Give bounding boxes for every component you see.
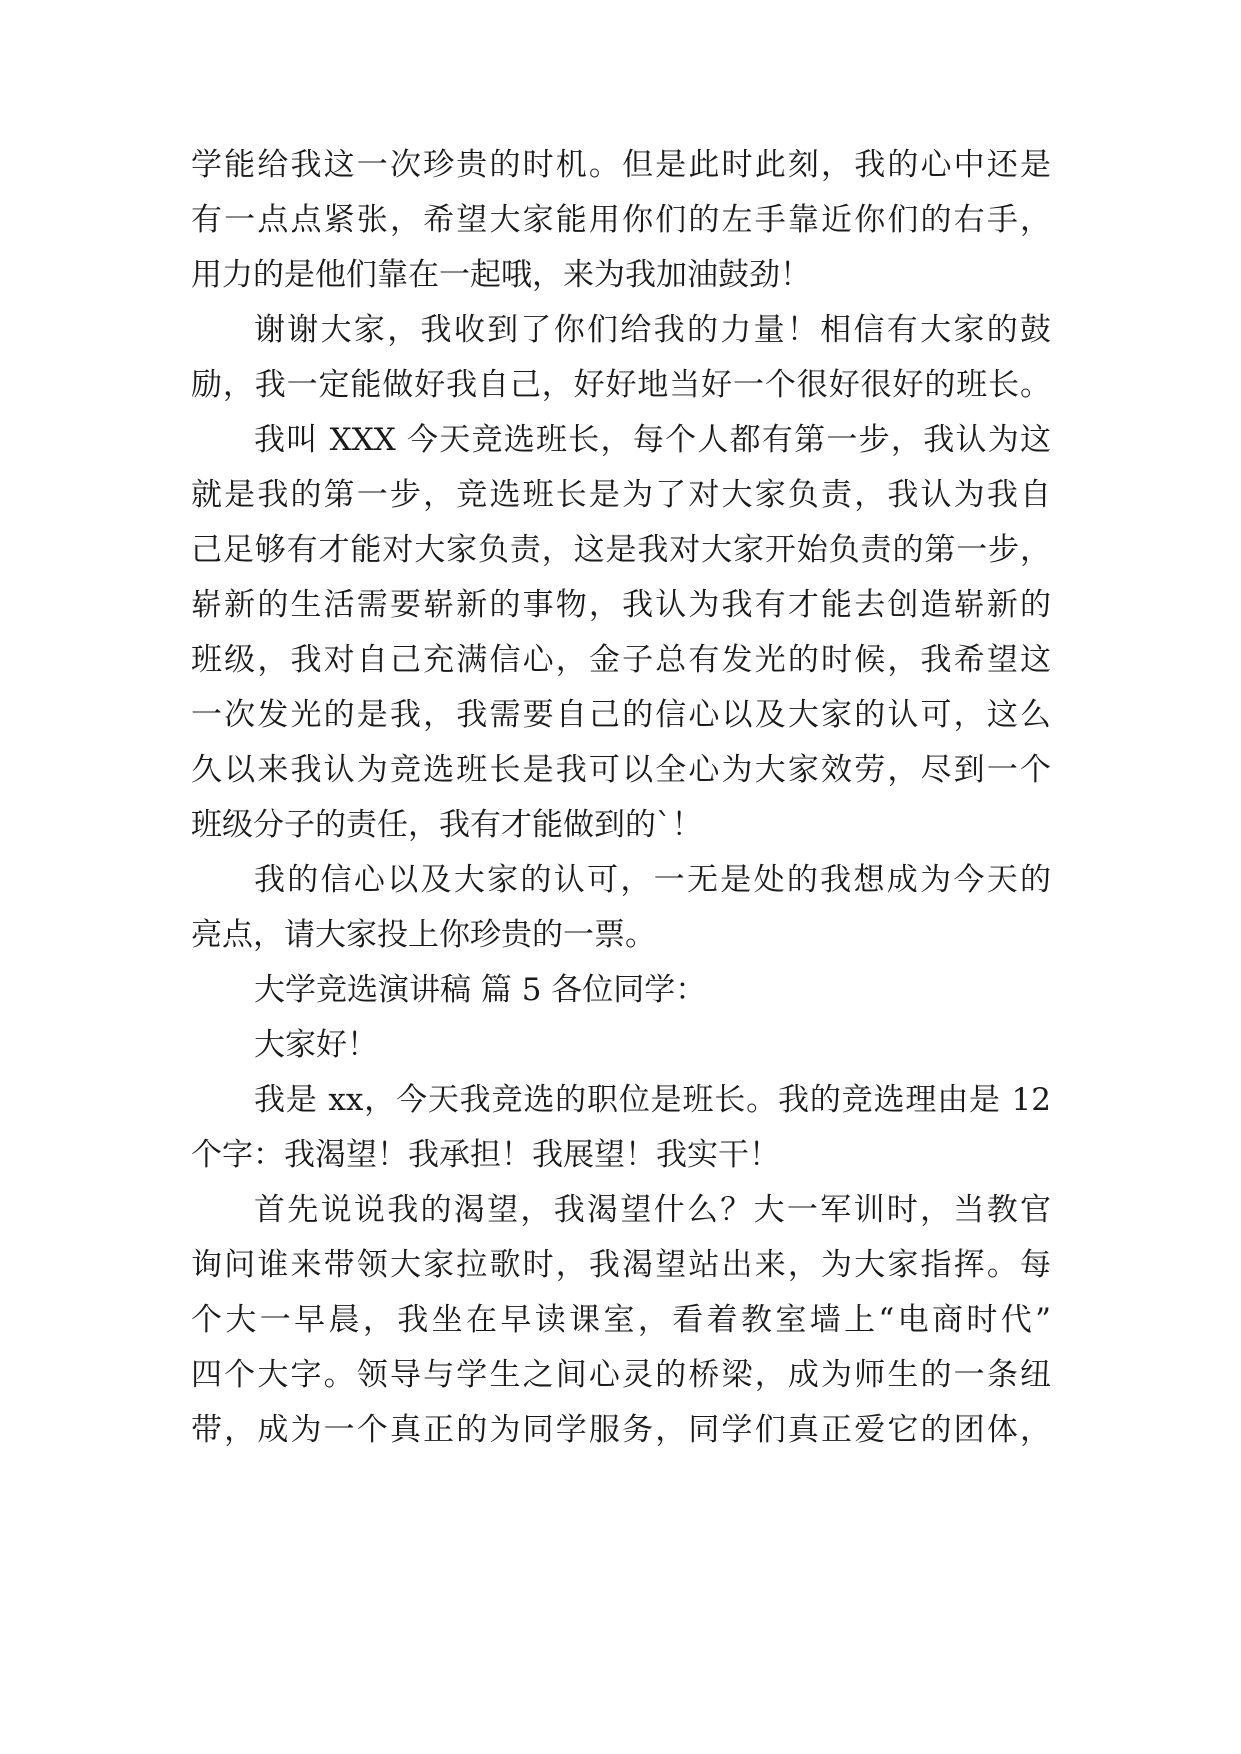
text-line: 四个大字。领导与学生之间心灵的桥梁，成为师生的一条纽 bbox=[191, 1357, 1051, 1393]
section-heading: 大学竞选演讲稿 篇 5 各位同学： bbox=[254, 972, 707, 1008]
text-line: 一次发光的是我，我需要自己的信心以及大家的认可，这么 bbox=[191, 697, 1051, 733]
text-line: 崭新的生活需要崭新的事物，我认为我有才能去创造崭新的 bbox=[191, 587, 1051, 623]
text-line: 己足够有才能对大家负责，这是我对大家开始负责的第一步， bbox=[191, 532, 1051, 568]
text-line: 首先说说我的渴望，我渴望什么？大一军训时，当教官 bbox=[254, 1192, 1051, 1228]
text-line: 用力的是他们靠在一起哦，来为我加油鼓劲！ bbox=[191, 257, 811, 293]
text-line: 班级分子的责任，我有才能做到的`！ bbox=[191, 807, 703, 843]
text-line: 学能给我这一次珍贵的时机。但是此时此刻，我的心中还是 bbox=[191, 147, 1051, 183]
text-line: 久以来我认为竞选班长是我可以全心为大家效劳，尽到一个 bbox=[191, 752, 1051, 788]
text-line: 有一点点紧张，希望大家能用你们的左手靠近你们的右手， bbox=[191, 202, 1051, 238]
text-line: 就是我的第一步，竞选班长是为了对大家负责，我认为我自 bbox=[191, 477, 1051, 513]
text-line: 我的信心以及大家的认可，一无是处的我想成为今天的 bbox=[254, 862, 1051, 898]
text-line: 励，我一定能做好我自己，好好地当好一个很好很好的班长。 bbox=[191, 367, 1051, 403]
text-line: 询问谁来带领大家拉歌时，我渴望站出来，为大家指挥。每 bbox=[191, 1247, 1051, 1283]
text-line: 班级，我对自己充满信心，金子总有发光的时候，我希望这 bbox=[191, 642, 1051, 678]
text-line: 我叫 XXX 今天竞选班长，每个人都有第一步，我认为这 bbox=[254, 422, 1051, 458]
text-line: 个字：我渴望！我承担！我展望！我实干！ bbox=[191, 1137, 780, 1173]
text-line: 个大一早晨，我坐在早读课室，看着教室墙上“电商时代” bbox=[191, 1302, 1051, 1338]
text-line: 亮点，请大家投上你珍贵的一票。 bbox=[191, 917, 656, 953]
greeting: 大家好！ bbox=[254, 1027, 378, 1063]
text-line: 我是 xx，今天我竞选的职位是班长。我的竞选理由是 12 bbox=[254, 1082, 1051, 1118]
text-line: 带，成为一个真正的为同学服务，同学们真正爱它的团体， bbox=[191, 1412, 1051, 1448]
text-line: 谢谢大家，我收到了你们给我的力量！相信有大家的鼓 bbox=[254, 312, 1051, 348]
